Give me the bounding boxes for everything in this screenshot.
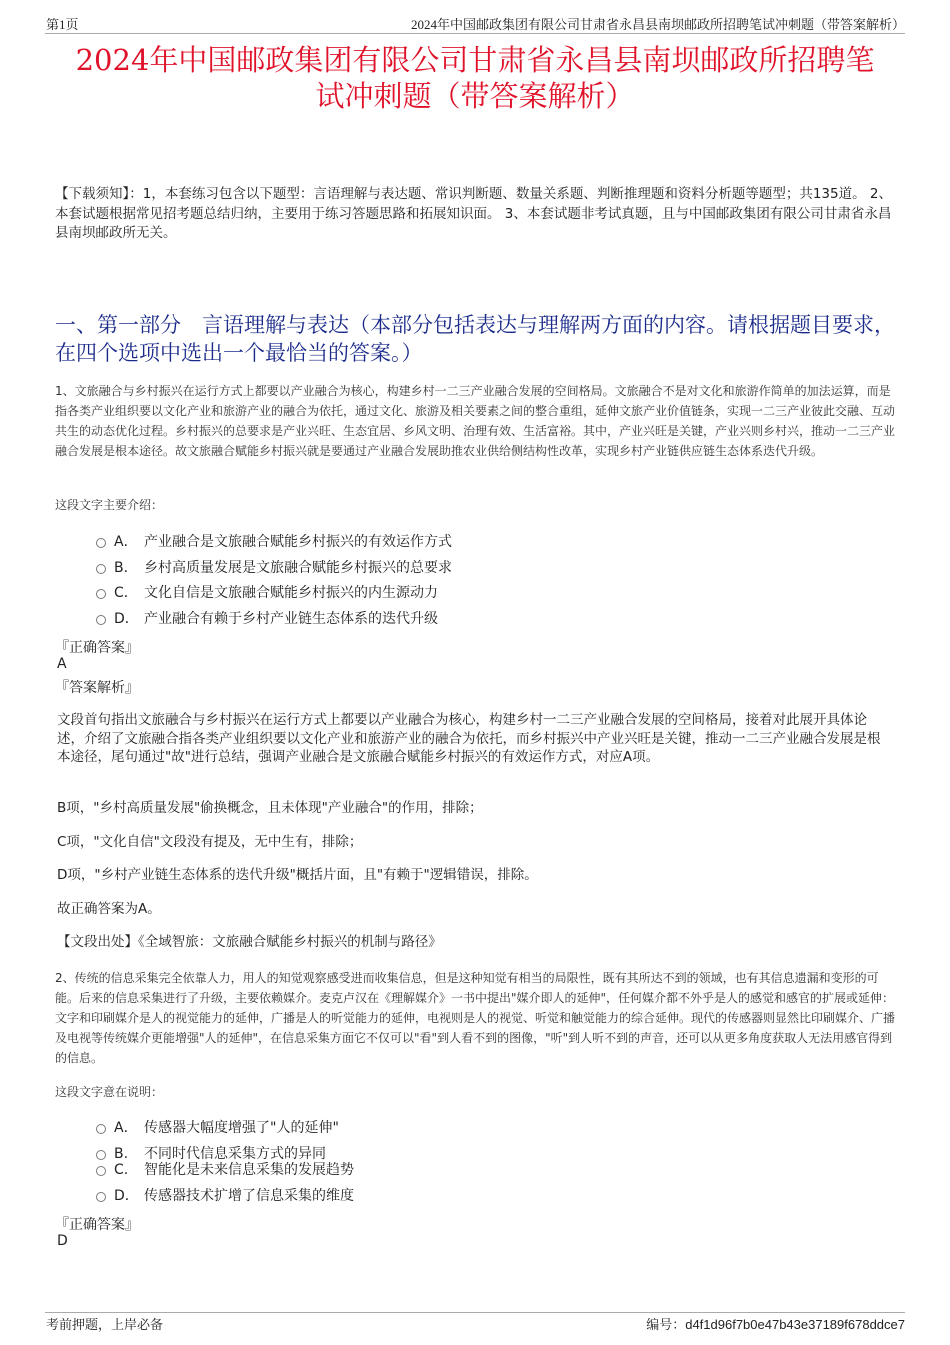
footer-id [646,1314,905,1333]
q2-answer: D [57,1233,68,1249]
page-number: 第1页 [46,17,79,32]
radio-icon[interactable] [96,615,106,625]
running-title: 2024年中国邮政集团有限公司甘肃省永昌县南坝邮政所招聘笔试冲刺题（带答案解析） [410,17,905,32]
option-key: A． [114,1120,138,1136]
q1-option-b[interactable] [96,558,452,578]
radio-icon[interactable] [96,538,106,548]
question-1-prompt: 这段文字主要介绍： [55,498,164,512]
option-key: D． [114,1188,139,1204]
title-line: 2024年中国邮政集团有限公司甘肃省永昌县南坝邮政所招聘笔 [75,43,875,77]
radio-icon[interactable] [96,589,106,599]
q1-analysis-label: 『答案解析』 [55,680,139,696]
title-line: 试冲刺题（带答案解析） [315,79,635,113]
question-2-prompt: 这段文字意在说明： [55,1085,164,1099]
radio-icon[interactable] [96,1192,106,1202]
option-key: C. [114,1162,129,1178]
question-2-text: 2、传统的信息采集完全依靠人力，用人的知觉观察感受进而收集信息，但是这种知觉有相当的局限性，既有其所达不到的领域，也有其信息遗漏和变形的可能。后来的信息采集进行了升级，主要依赖媒介。麦克卢汉在《理解媒介》一书中提出"媒介即人的延伸"，任何媒介都不外乎是人的感觉和感官的扩展或延伸：文字和印刷媒介是人的视觉能力的延伸，广播是人的听觉能力的延伸，电视则是人的视觉、听觉和触觉能力的综合延伸。现代的传感器则显然比印刷媒介、广播及电视等传统媒介更能增强"人的延伸"，在信息采集方面它不仅可以"看"到人看不到的图像，"听"到人听不到的声音，还可以从更多角度获取人无法用感官得到的信息。 [55,971,896,1065]
q1-source: 【文段出处】《全域智旅：文旅融合赋能乡村振兴的机制与路径》 [57,934,442,950]
option-text: 乡村高质量发展是文旅融合赋能乡村振兴的总要求 [144,560,452,576]
document-title [40,42,910,114]
footer-slogan: 考前押题，上岸必备 [46,1317,164,1332]
option-text: 产业融合有赖于乡村产业链生态体系的迭代升级 [144,611,438,627]
q2-answer-label: 『正确答案』 [55,1217,139,1233]
q2-option-d[interactable] [96,1186,354,1206]
option-key: B． [114,560,138,576]
header-divider [45,33,905,34]
radio-icon[interactable] [96,1166,106,1176]
q1-answer-label: 『正确答案』 [55,640,139,656]
option-text: 传感器大幅度增强了"人的延伸" [144,1120,339,1136]
option-text: 传感器技术扩增了信息采集的维度 [144,1188,354,1204]
footer-divider [45,1312,905,1313]
option-text: 智能化是未来信息采集的发展趋势 [144,1162,354,1178]
radio-icon[interactable] [96,1124,106,1134]
q2-option-c[interactable] [96,1160,354,1180]
id-value: d4f1d96f7b0e47b43e37189f678ddce7 [685,1317,905,1332]
q1-conclusion: 故正确答案为A。 [57,901,161,917]
section-heading: 一、第一部分 言语理解与表达（本部分包括表达与理解两方面的内容。请根据题目要求，在四个选项中选出一个最恰当的答案。） [55,313,895,365]
q1-analysis: 文段首句指出文旅融合与乡村振兴在运行方式上都要以产业融合为核心，构建乡村一二三产业融合发展的空间格局，接着对此展开具体论述，介绍了文旅融合指各类产业组织要以文化产业和旅游产业的融合为依托，而乡村振兴中产业兴旺是关键，推动一二三产业融合发展是根本途径，尾句通过"故"进行总结，强调产业融合是文旅融合赋能乡村振兴的有效运作方式，对应A项。 [57,712,881,765]
q1-analysis-b: B项，"乡村高质量发展"偷换概念，且未体现"产业融合"的作用，排除； [57,800,483,816]
option-key: C． [114,585,138,601]
q1-option-d[interactable] [96,609,438,629]
option-key: B. [114,1146,129,1162]
q1-option-a[interactable] [96,532,452,552]
option-text: 文化自信是文旅融合赋能乡村振兴的内生源动力 [144,585,438,601]
option-key: A． [114,534,138,550]
q1-option-c[interactable] [96,583,438,603]
option-text: 不同时代信息采集方式的异同 [144,1146,326,1162]
q1-analysis-c: C项，"文化自信"文段没有提及，无中生有，排除； [57,834,363,850]
radio-icon[interactable] [96,1150,106,1160]
q2-option-a[interactable] [96,1118,339,1138]
radio-icon[interactable] [96,564,106,574]
option-key: D． [114,611,139,627]
download-notice: 【下载须知】：1，本套练习包含以下题型：言语理解与表达题、常识判断题、数量关系题、判断推理题和资料分析题等题型；共135道。 2、本套试题根据常见招考题总结归纳，主要用于练习答题思路和拓展知识面。 3、本套试题非考试真题，且与中国邮政集团有限公司甘肃省永昌县南坝邮政所无关。 [55,186,892,241]
id-label: 编号： [646,1317,686,1332]
q1-answer: A [57,656,67,672]
q1-analysis-d: D项，"乡村产业链生态体系的迭代升级"概括片面，且"有赖于"逻辑错误，排除。 [57,867,538,883]
option-text: 产业融合是文旅融合赋能乡村振兴的有效运作方式 [144,534,452,550]
question-1-text: 1、文旅融合与乡村振兴在运行方式上都要以产业融合为核心，构建乡村一二三产业融合发展的空间格局。文旅融合不是对文化和旅游作简单的加法运算，而是指各类产业组织要以文化产业和旅游产业的融合为依托，通过文化、旅游及相关要素之间的整合重组，延伸文旅产业价值链条，实现一二三产业彼此交融、互动共生的动态优化过程。乡村振兴的总要求是产业兴旺、生态宜居、乡风文明、治理有效、生活富裕。其中，产业兴旺是关键，产业兴则乡村兴，推动一二三产业融合发展是根本途径。故文旅融合赋能乡村振兴就是要通过产业融合发展助推农业供给侧结构性改革，实现乡村产业链供应链生态体系迭代升级。 [55,384,896,458]
